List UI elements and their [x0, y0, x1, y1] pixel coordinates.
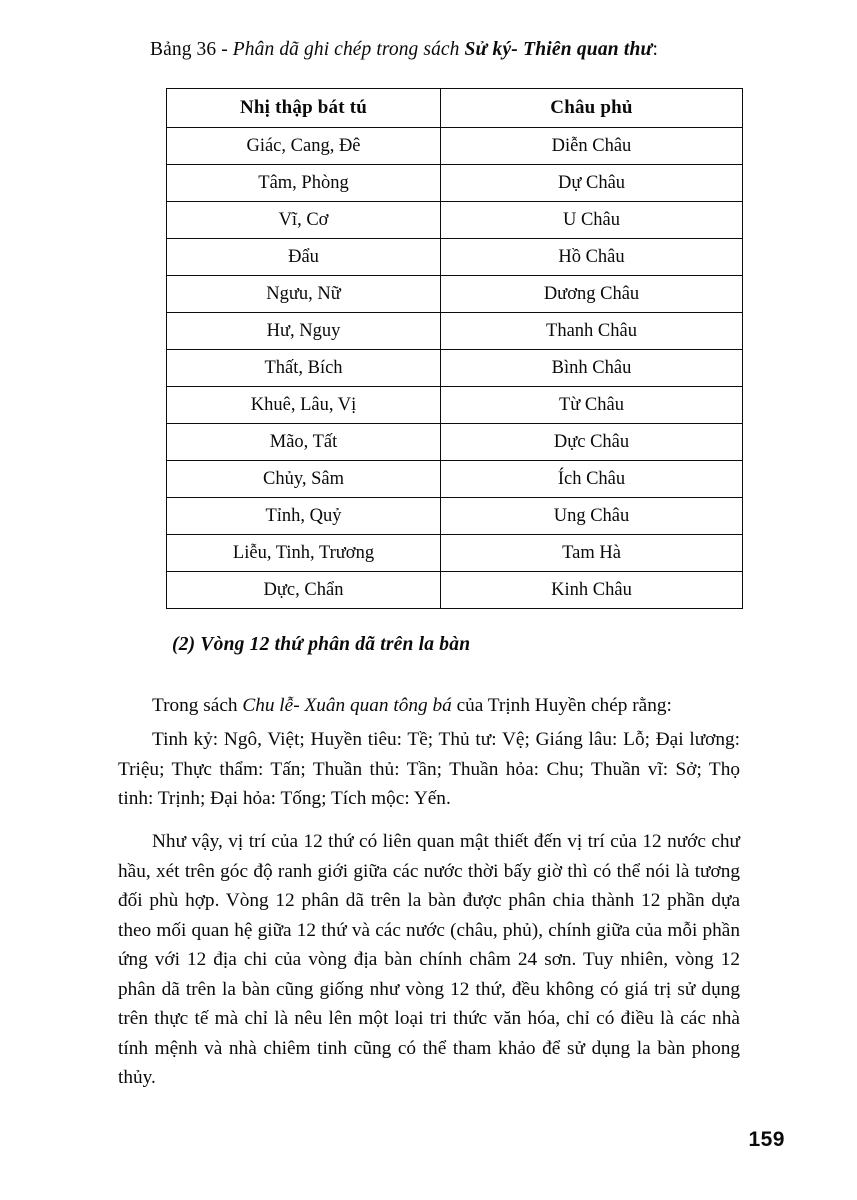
phan-da-table	[166, 88, 743, 609]
source-paragraph-before: Trong sách	[152, 695, 243, 717]
table-row	[167, 461, 743, 498]
cell-constellation: Dực, Chẩn	[167, 572, 441, 609]
table-row	[167, 424, 743, 461]
cell-constellation: Chủy, Sâm	[167, 461, 441, 498]
twelve-stations-text: Tinh kỷ: Ngô, Việt; Huyền tiêu: Tề; Thủ tư: Vệ; Giáng lâu: Lỗ; Đại lương: Triệu; Thực thẩm: Tấn; Thuần thủ: Tần; Thuần hỏa: Chu; Thuần vĩ: Sở; Thọ tinh: Trịnh; Đại hỏa: Tống; Tích mộc: Yến.	[118, 729, 740, 810]
cell-constellation: Tỉnh, Quỷ	[167, 498, 441, 535]
table-row	[167, 387, 743, 424]
table-row	[167, 313, 743, 350]
cell-constellation: Liễu, Tinh, Trương	[167, 535, 441, 572]
cell-prefecture: Tam Hà	[441, 535, 743, 572]
body-paragraph-text: Như vậy, vị trí của 12 thứ có liên quan mật thiết đến vị trí của 12 nước chư hầu, xét trên góc độ ranh giới giữa các nước thời bấy giờ thì có thể nói là tương đối phù hợp. Vòng 12 phân dã trên la bàn được phân chia thành 12 phần dựa theo mối quan hệ giữa 12 thứ và các nước (châu, phủ), chính giữa của mỗi phần ứng với 12 địa chi của vòng địa bàn chính châm 24 sơn. Tuy nhiên, vòng 12 phân dã trên la bàn cũng giống như vòng 12 thứ, đều không có giá trị sử dụng trên thực tế mà chỉ là nêu lên một loại tri thức văn hóa, chỉ có điều là các nhà tính mệnh và nhà chiêm tinh cũng có thể tham khảo để sử dụng la bàn phong thủy.	[118, 831, 740, 1089]
table-caption-label: Bảng 36 -	[150, 39, 233, 60]
table-row	[167, 239, 743, 276]
table-caption-source-title: Sử ký- Thiên quan thư	[464, 39, 653, 60]
cell-constellation: Đẩu	[167, 239, 441, 276]
phan-da-table-wrapper	[166, 88, 742, 609]
table-row	[167, 350, 743, 387]
cell-prefecture: Ích Châu	[441, 461, 743, 498]
table-caption-tail: :	[652, 39, 658, 60]
cell-constellation: Vĩ, Cơ	[167, 202, 441, 239]
table-row	[167, 276, 743, 313]
cell-constellation: Hư, Nguy	[167, 313, 441, 350]
cell-prefecture: U Châu	[441, 202, 743, 239]
table-header-row	[167, 89, 743, 128]
table-caption-italic: Phân dã ghi chép trong sách	[232, 39, 465, 60]
page-number: 159	[748, 1128, 785, 1151]
table-row	[167, 128, 743, 165]
section-heading: (2) Vòng 12 thứ phân dã trên la bàn	[172, 634, 471, 655]
table-row	[167, 535, 743, 572]
table-caption	[150, 38, 810, 61]
table-row	[167, 498, 743, 535]
cell-prefecture: Bình Châu	[441, 350, 743, 387]
table-row	[167, 202, 743, 239]
cell-constellation: Tâm, Phòng	[167, 165, 441, 202]
cell-prefecture: Dực Châu	[441, 424, 743, 461]
twelve-stations-paragraph	[118, 725, 740, 814]
cell-constellation: Thất, Bích	[167, 350, 441, 387]
cell-prefecture: Dương Châu	[441, 276, 743, 313]
cell-constellation: Ngưu, Nữ	[167, 276, 441, 313]
cell-prefecture: Dự Châu	[441, 165, 743, 202]
cell-prefecture: Ung Châu	[441, 498, 743, 535]
cell-constellation: Mão, Tất	[167, 424, 441, 461]
cell-constellation: Giác, Cang, Đê	[167, 128, 441, 165]
source-paragraph	[118, 691, 740, 721]
cell-prefecture: Diễn Châu	[441, 128, 743, 165]
table-row	[167, 572, 743, 609]
column-header-prefectures: Châu phủ	[441, 89, 743, 128]
column-header-constellations: Nhị thập bát tú	[167, 89, 441, 128]
body-paragraph	[118, 827, 740, 1093]
source-paragraph-after: của Trịnh Huyền chép rằng:	[451, 695, 672, 717]
cell-constellation: Khuê, Lâu, Vị	[167, 387, 441, 424]
cell-prefecture: Kinh Châu	[441, 572, 743, 609]
cell-prefecture: Thanh Châu	[441, 313, 743, 350]
table-row	[167, 165, 743, 202]
cell-prefecture: Hồ Châu	[441, 239, 743, 276]
source-book-title: Chu lễ- Xuân quan tông bá	[242, 695, 452, 717]
cell-prefecture: Từ Châu	[441, 387, 743, 424]
